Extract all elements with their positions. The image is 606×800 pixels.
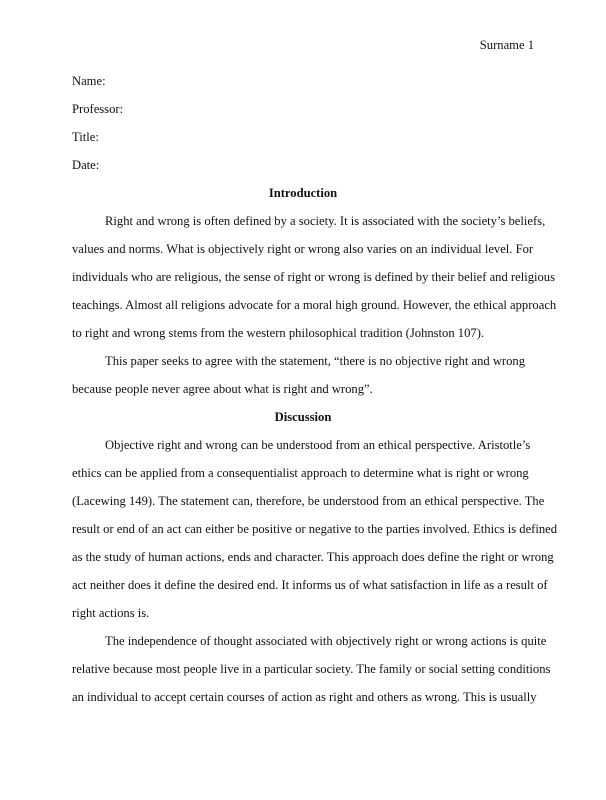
paragraph-line: (Lacewing 149). The statement can, therefore, be understood from an ethical perspective. The <box>72 494 545 508</box>
discussion-paragraph-2 <box>72 632 551 716</box>
paragraph-line: because people never agree about what is right and wrong”. <box>72 382 373 396</box>
mla-heading-block <box>72 72 534 184</box>
paragraph-line: ethics can be applied from a consequentialist approach to determine what is right or wrong <box>72 466 529 480</box>
paragraph-line: Right and wrong is often defined by a society. It is associated with the society’s beliefs, <box>105 214 546 228</box>
introduction-section <box>72 184 557 408</box>
discussion-section <box>72 408 558 716</box>
discussion-heading: Discussion <box>274 410 332 424</box>
paragraph-line: individuals who are religious, the sense of right or wrong is defined by their belief and religious <box>72 270 555 284</box>
title-line: Title: <box>72 130 99 144</box>
paragraph-line: right actions is. <box>72 606 150 620</box>
paragraph-line: teachings. Almost all religions advocate for a moral high ground. However, the ethical approach <box>72 298 557 312</box>
paragraph-line: result or end of an act can either be positive or negative to the parties involved. Ethics is defined <box>72 522 558 536</box>
introduction-paragraph-2 <box>72 352 534 408</box>
paragraph-line: values and norms. What is objectively right or wrong also varies on an individual level. For <box>72 242 534 256</box>
discussion-paragraph-1 <box>72 436 558 632</box>
introduction-paragraph-1 <box>72 212 557 352</box>
professor-line: Professor: <box>72 102 124 116</box>
paragraph-line: to right and wrong stems from the western philosophical tradition (Johnston 107). <box>72 326 485 340</box>
introduction-heading: Introduction <box>268 186 338 200</box>
name-line: Name: <box>72 74 106 88</box>
paragraph-line: Objective right and wrong can be understood from an ethical perspective. Aristotle’s <box>105 438 531 452</box>
paragraph-line: This paper seeks to agree with the statement, “there is no objective right and wrong <box>105 354 526 368</box>
paragraph-line: as the study of human actions, ends and character. This approach does define the right or wrong <box>72 550 554 564</box>
paragraph-line: an individual to accept certain courses of action as right and others as wrong. This is usually <box>72 690 537 704</box>
date-line: Date: <box>72 158 100 172</box>
document-body <box>72 72 558 716</box>
running-head: Surname 1 <box>479 38 534 52</box>
paragraph-line: act neither does it define the desired end. It informs us of what satisfaction in life as a result of <box>72 578 548 592</box>
paragraph-line: relative because most people live in a particular society. The family or social setting conditions <box>72 662 551 676</box>
paragraph-line: The independence of thought associated with objectively right or wrong actions is quite <box>105 634 547 648</box>
